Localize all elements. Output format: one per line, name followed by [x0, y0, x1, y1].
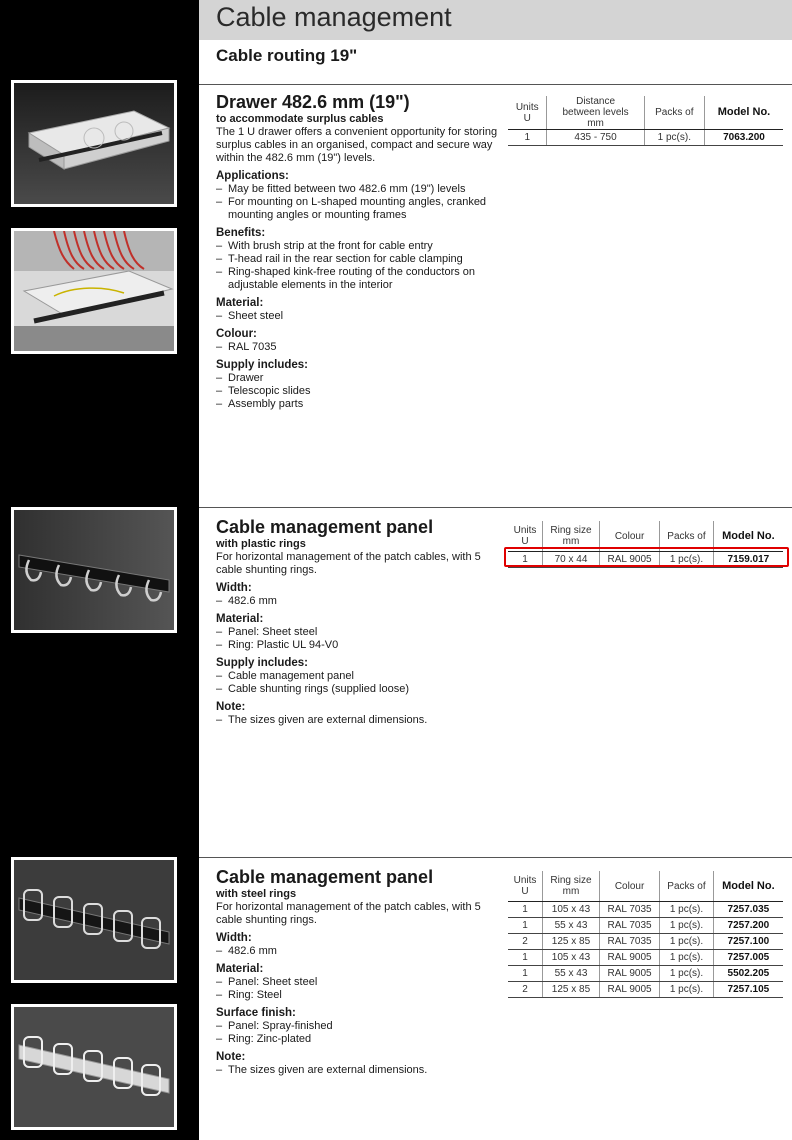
section-list — [216, 714, 501, 727]
table-cell: 1 — [508, 966, 543, 982]
table-cell: 1 — [508, 130, 547, 146]
product-description: The 1 U drawer offers a convenient opportunity for storing surplus cables in an organised, compact and secure way within the 482.6 mm (19") levels. — [216, 126, 498, 164]
plastic-ring-panel-photo — [11, 507, 177, 633]
model-number-cell: 7257.200 — [713, 918, 783, 934]
table-cell: 1 pc(s). — [660, 918, 714, 934]
table-cell: 1 — [508, 902, 543, 918]
list-item: – Panel: Spray-finished — [216, 1020, 501, 1033]
table-cell: 1 — [508, 552, 543, 568]
table-cell: 125 x 85 — [543, 934, 600, 950]
section-list — [216, 310, 501, 323]
product-panel-steel — [216, 867, 501, 1077]
product-subtitle: to accommodate surplus cables — [216, 113, 384, 125]
table-header-row — [508, 96, 783, 130]
model-number-cell: 7257.100 — [713, 934, 783, 950]
table-cell: 2 — [508, 982, 543, 998]
section-list — [216, 341, 501, 354]
table-cell: 105 x 43 — [543, 950, 600, 966]
section-list — [216, 372, 501, 411]
list-item: – 482.6 mm — [216, 595, 501, 608]
table-row — [508, 950, 783, 966]
table-header-cell: Model No. — [713, 521, 783, 552]
drawer-photo-in-rack — [11, 228, 177, 354]
product-title: Drawer 482.6 mm (19") — [216, 92, 410, 112]
table-row — [508, 966, 783, 982]
section-heading: Width: — [216, 932, 252, 944]
product-title: Cable management panel — [216, 867, 434, 887]
section-heading: Material: — [216, 613, 264, 625]
table-cell: 1 pc(s). — [660, 934, 714, 950]
table-cell: 2 — [508, 934, 543, 950]
section-list — [216, 670, 501, 696]
table-cell: 1 pc(s). — [660, 966, 714, 982]
list-item: – Ring: Plastic UL 94-V0 — [216, 639, 501, 652]
section-heading: Applications: — [216, 170, 289, 182]
section-divider — [199, 507, 792, 508]
model-number-cell: 7257.035 — [713, 902, 783, 918]
table-cell: 125 x 85 — [543, 982, 600, 998]
table-cell: RAL 9005 — [599, 982, 659, 998]
section-heading: Supply includes: — [216, 359, 309, 371]
table-header-cell: Ring size mm — [543, 871, 600, 902]
steel-ring-panel-photo-grey — [11, 1004, 177, 1130]
page-title: Cable management — [216, 2, 452, 32]
list-item: – Ring: Steel — [216, 989, 501, 1002]
spec-sections — [216, 582, 501, 727]
table-row — [508, 918, 783, 934]
table-cell: 1 pc(s). — [660, 552, 714, 568]
list-item: – Sheet steel — [216, 310, 501, 323]
section-list — [216, 1064, 501, 1077]
section-heading: Material: — [216, 297, 264, 309]
table-cell: RAL 7035 — [599, 902, 659, 918]
list-item: – Assembly parts — [216, 398, 501, 411]
order-table — [508, 96, 783, 146]
model-number-cell: 5502.205 — [713, 966, 783, 982]
product-subtitle: with steel rings — [216, 888, 297, 900]
list-item: – With brush strip at the front for cable entry — [216, 240, 501, 253]
table-cell: RAL 7035 — [599, 934, 659, 950]
table-cell: 1 — [508, 950, 543, 966]
list-item: – 482.6 mm — [216, 945, 501, 958]
drawer-photo-closed — [11, 80, 177, 207]
list-item: – T-head rail in the rear section for cable clamping — [216, 253, 501, 266]
list-item: – Panel: Sheet steel — [216, 976, 501, 989]
spec-sections — [216, 170, 501, 411]
list-item: – For mounting on L-shaped mounting angles, cranked mounting angles or mounting frames — [216, 196, 501, 222]
table-cell: RAL 9005 — [599, 552, 659, 568]
model-number-cell: 7257.105 — [713, 982, 783, 998]
page-subtitle: Cable routing 19" — [216, 46, 358, 65]
product-drawer — [216, 92, 501, 411]
model-number-cell: 7063.200 — [704, 130, 783, 146]
table-header-cell: Packs of — [660, 871, 714, 902]
section-heading: Benefits: — [216, 227, 266, 239]
order-table — [508, 871, 783, 998]
steel-ring-panel-photo-dark — [11, 857, 177, 983]
table-header-cell: Model No. — [713, 871, 783, 902]
table-header-row — [508, 871, 783, 902]
table-cell: 105 x 43 — [543, 902, 600, 918]
list-item: – Ring: Zinc-plated — [216, 1033, 501, 1046]
section-list — [216, 240, 501, 292]
list-item: – May be fitted between two 482.6 mm (19") levels — [216, 183, 501, 196]
section-divider — [199, 84, 792, 85]
product-subtitle: with plastic rings — [216, 538, 306, 550]
list-item: – Drawer — [216, 372, 501, 385]
product-title: Cable management panel — [216, 517, 434, 537]
list-item: – Ring-shaped kink-free routing of the conductors on adjustable elements in the interior — [216, 266, 501, 292]
section-heading: Material: — [216, 963, 264, 975]
table-cell: 1 — [508, 918, 543, 934]
section-divider — [199, 857, 792, 858]
list-item: – RAL 7035 — [216, 341, 501, 354]
table-header-cell: Units U — [508, 96, 547, 130]
section-heading: Note: — [216, 1051, 246, 1063]
spec-sections — [216, 932, 501, 1077]
section-heading: Note: — [216, 701, 246, 713]
list-item: – Cable management panel — [216, 670, 501, 683]
table-header-cell: Colour — [599, 871, 659, 902]
table-row — [508, 934, 783, 950]
table-header-cell: Colour — [599, 521, 659, 552]
table-cell: 1 pc(s). — [660, 982, 714, 998]
table-header-cell: Packs of — [644, 96, 704, 130]
section-list — [216, 976, 501, 1002]
highlight-box — [504, 547, 789, 567]
section-list — [216, 945, 501, 958]
table-cell: 55 x 43 — [543, 966, 600, 982]
list-item: – Telescopic slides — [216, 385, 501, 398]
table-header-cell: Units U — [508, 521, 543, 552]
table-cell: RAL 9005 — [599, 950, 659, 966]
section-heading: Width: — [216, 582, 252, 594]
table-cell: 1 pc(s). — [644, 130, 704, 146]
table-cell: RAL 7035 — [599, 918, 659, 934]
section-list — [216, 595, 501, 608]
section-list — [216, 183, 501, 222]
list-item: – The sizes given are external dimensions. — [216, 714, 501, 727]
table-cell: 1 pc(s). — [660, 902, 714, 918]
table-cell: 435 - 750 — [547, 130, 644, 146]
section-heading: Surface finish: — [216, 1007, 296, 1019]
table-header-cell: Model No. — [704, 96, 783, 130]
model-number-cell: 7159.017 — [713, 552, 783, 568]
section-list — [216, 1020, 501, 1046]
list-item: – Panel: Sheet steel — [216, 626, 501, 639]
section-heading: Colour: — [216, 328, 257, 340]
list-item: – Cable shunting rings (supplied loose) — [216, 683, 501, 696]
table-cell: 1 pc(s). — [660, 950, 714, 966]
table-header-cell: Ring size mm — [543, 521, 600, 552]
table-row — [508, 982, 783, 998]
product-panel-plastic — [216, 517, 501, 727]
table-row — [508, 130, 783, 146]
model-number-cell: 7257.005 — [713, 950, 783, 966]
table-header-cell: Distance between levels mm — [547, 96, 644, 130]
list-item: – The sizes given are external dimensions. — [216, 1064, 501, 1077]
section-heading: Supply includes: — [216, 657, 309, 669]
table-row — [508, 902, 783, 918]
product-description: For horizontal management of the patch cables, with 5 cable shunting rings. — [216, 551, 481, 576]
section-list — [216, 626, 501, 652]
table-header-cell: Packs of — [660, 521, 714, 552]
product-description: For horizontal management of the patch cables, with 5 cable shunting rings. — [216, 901, 481, 926]
table-cell: RAL 9005 — [599, 966, 659, 982]
table-cell: 70 x 44 — [543, 552, 600, 568]
table-header-cell: Units U — [508, 871, 543, 902]
table-cell: 55 x 43 — [543, 918, 600, 934]
